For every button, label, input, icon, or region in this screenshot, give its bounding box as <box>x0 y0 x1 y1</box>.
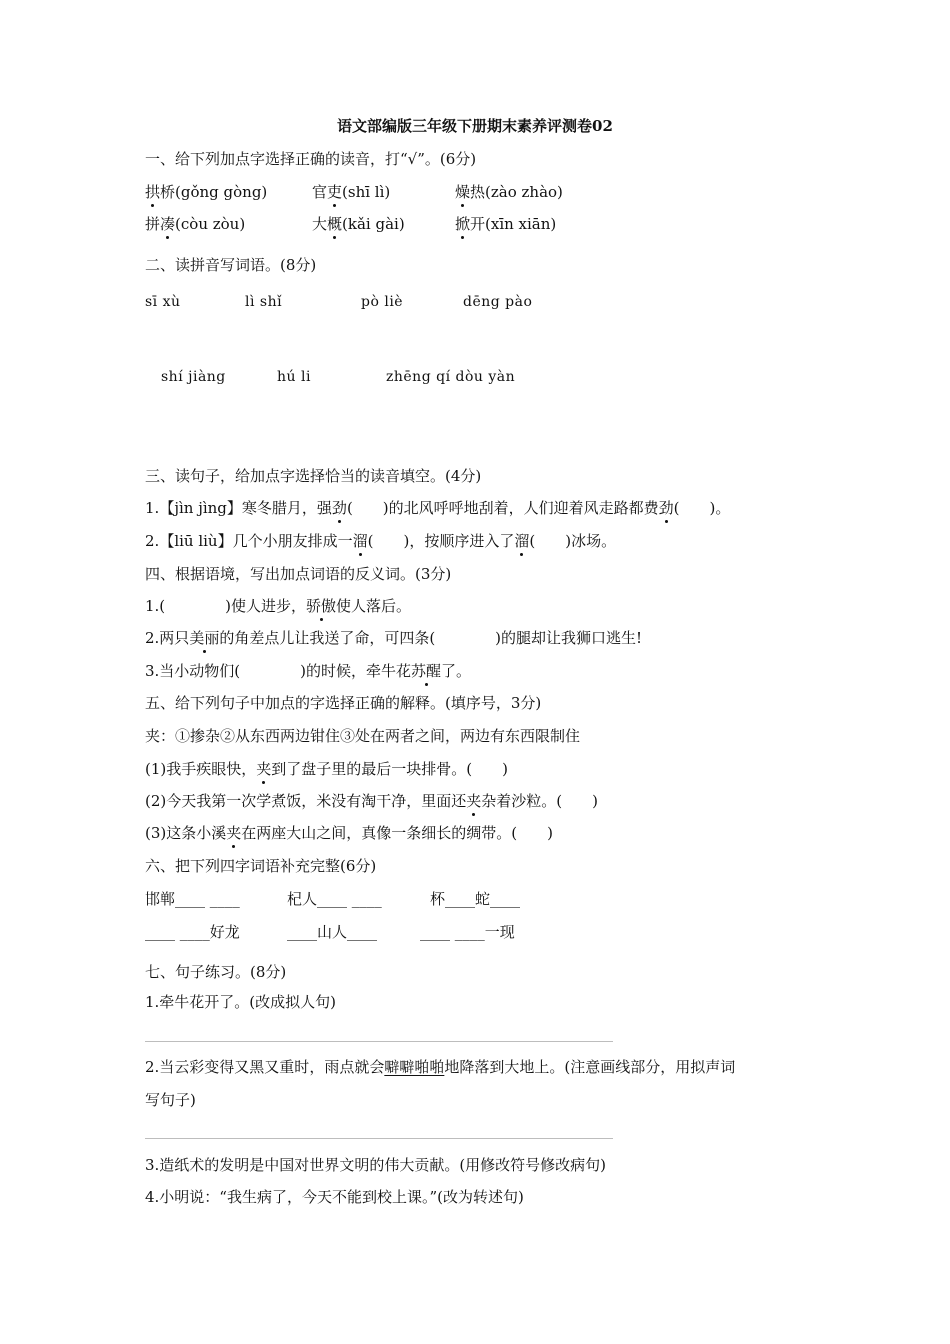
idiom-blank: ____山人____ <box>287 923 378 941</box>
s7-question-2-cont: 写句子) <box>145 1091 196 1109</box>
pinyin-item: zhēng qí dòu yàn <box>386 369 516 385</box>
s1-item-2: 官吏(shī lì) <box>312 183 391 201</box>
s7-question-3: 3.造纸术的发明是中国对世界文明的伟大贡献。(用修改符号修改病句) <box>145 1156 607 1174</box>
s1-item-5: 大概(kǎi gài) <box>312 215 405 233</box>
answer-line <box>145 1138 613 1139</box>
s5-definition: 夹：①掺杂②从东西两边钳住③处在两者之间，两边有东西限制住 <box>145 727 581 745</box>
pinyin-item: shí jiàng <box>161 369 226 385</box>
dotted-char: 凑 <box>160 215 176 233</box>
dotted-char: 夹 <box>466 792 482 810</box>
s5-line-2: (2)今天我第一次学煮饭，米没有淘干净，里面还夹杂着沙粒。( ) <box>145 792 598 810</box>
dotted-char: 拱 <box>145 183 161 201</box>
s1-item-4: 拼凑(còu zòu) <box>145 215 246 233</box>
pinyin-item: lì shǐ <box>245 294 283 310</box>
section-6-heading: 六、把下列四字词语补充完整(6分) <box>145 857 377 875</box>
section-5-heading: 五、给下列句子中加点的字选择正确的解释。(填序号，3分) <box>145 694 542 712</box>
s1-item-6: 掀开(xīn xiān) <box>455 215 557 233</box>
s1-item-1: 拱桥(gǒng gòng) <box>145 183 268 201</box>
dotted-char: 劲 <box>331 499 347 517</box>
s4-line-1: 1.( )使人进步，骄傲使人落后。 <box>145 597 412 615</box>
dotted-char: 燥 <box>455 183 471 201</box>
page-title: 语文部编版三年级下册期末素养评测卷02 <box>337 117 613 135</box>
idiom-blank: 邯郸____ ____ <box>145 890 240 908</box>
dotted-char: 溜 <box>352 532 368 550</box>
dotted-word: 骄傲 <box>306 597 337 615</box>
idiom-blank: 杞人____ ____ <box>287 890 382 908</box>
section-1-heading: 一、给下列加点字选择正确的读音，打“√”。(6分) <box>145 150 477 168</box>
s3-line-1: 1.【jìn jìng】寒冬腊月，强劲( )的北风呼呼地刮着，人们迎着风走路都费劲( )。 <box>145 499 731 517</box>
s5-line-3: (3)这条小溪夹在两座大山之间，真像一条细长的绸带。( ) <box>145 824 553 842</box>
pinyin-item: pò liè <box>361 294 404 310</box>
section-3-heading: 三、读句子，给加点字选择恰当的读音填空。(4分) <box>145 467 482 485</box>
idiom-blank: 杯____蛇____ <box>430 890 521 908</box>
s4-line-3: 3.当小动物们( )的时候，牵牛花苏醒了。 <box>145 662 472 680</box>
dotted-char: 劲 <box>658 499 674 517</box>
s7-question-1: 1.牵牛花开了。(改成拟人句) <box>145 993 337 1011</box>
section-4-heading: 四、根据语境，写出加点词语的反义词。(3分) <box>145 565 452 583</box>
dotted-char: 夹 <box>256 760 272 778</box>
dotted-word: 苏醒 <box>411 662 442 680</box>
dotted-char: 夹 <box>226 824 242 842</box>
section-2-heading: 二、读拼音写词语。(8分) <box>145 256 317 274</box>
s1-item-3: 燥热(zào zhào) <box>455 183 563 201</box>
pinyin-item: sī xù <box>145 294 181 310</box>
s7-question-4: 4.小明说：“我生病了，今天不能到校上课。”(改为转述句) <box>145 1188 524 1206</box>
dotted-char: 概 <box>327 215 343 233</box>
s7-question-2: 2.当云彩变得又黑又重时，雨点就会噼噼啪啪地降落到大地上。(注意画线部分，用拟声词 <box>145 1058 736 1076</box>
pinyin-item: dēng pào <box>463 294 533 310</box>
pinyin-item: hú li <box>277 369 311 385</box>
s5-line-1: (1)我手疾眼快，夹到了盘子里的最后一块排骨。( ) <box>145 760 508 778</box>
dotted-char: 吏 <box>327 183 343 201</box>
answer-line <box>145 1041 613 1042</box>
idiom-blank: ____ ____好龙 <box>145 923 240 941</box>
dotted-word: 美丽 <box>189 629 220 647</box>
underlined-word: 噼噼啪啪 <box>384 1058 445 1076</box>
section-7-heading: 七、句子练习。(8分) <box>145 963 287 981</box>
idiom-blank: ____ ____一现 <box>420 923 515 941</box>
dotted-char: 掀 <box>455 215 471 233</box>
s3-line-2: 2.【liū liù】几个小朋友排成一溜( )，按顺序进入了溜( )冰场。 <box>145 532 617 550</box>
s4-line-2: 2.两只美丽的角差点儿让我送了命，可四条( )的腿却让我狮口逃生! <box>145 629 643 647</box>
dotted-char: 溜 <box>514 532 530 550</box>
